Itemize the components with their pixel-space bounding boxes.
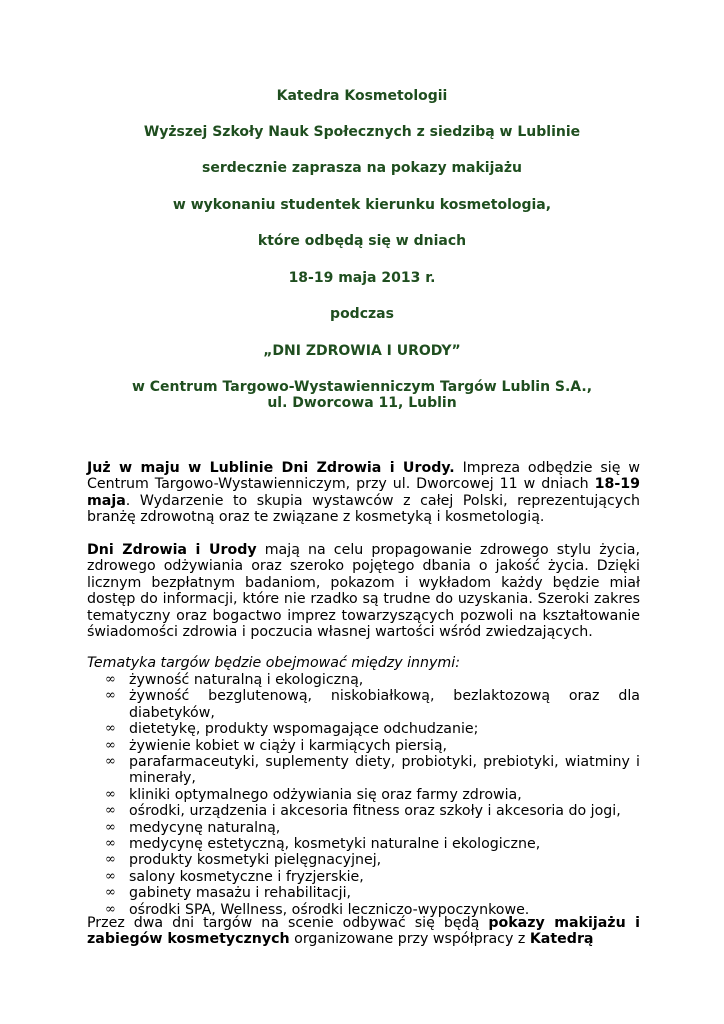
- topic-list-item: [87, 869, 640, 885]
- header-line-address: ul. Dworcowa 11, Lublin: [267, 395, 457, 411]
- infinity-bullet-icon: ∞: [105, 737, 116, 753]
- header-line-school: Wyższej Szkoły Nauk Społecznych z siedzibą w Lublinie: [143, 124, 581, 140]
- infinity-bullet-icon: ∞: [105, 819, 116, 835]
- topic-text: żywność naturalną i ekologiczną,: [129, 672, 364, 688]
- topic-text: kliniki optymalnego odżywiania się oraz farmy zdrowia,: [129, 786, 522, 803]
- topic-list-item: [87, 852, 640, 868]
- header-line-event-name: „DNI ZDROWIA I URODY”: [263, 343, 461, 359]
- infinity-bullet-icon: ∞: [105, 868, 116, 884]
- topic-list-item: [87, 820, 640, 836]
- infinity-bullet-icon: ∞: [105, 786, 116, 802]
- topics-list: [87, 672, 640, 918]
- paragraph-goals: Dni Zdrowia i Urody mają na celu propagowanie zdrowego stylu życia, zdrowego odżywiania oraz szeroko pojętego dbania o jakość życia. Dzięki licznym bezpłatnym badaniom, pokazom i wykładom każdy będzie miał dostęp do informacji, które nie rzadko są trudne do uzyskania. Szeroki zakres tematyczny oraz bogactwo imprez towarzyszących pozwoli na kształtowanie świadomości zdrowia i poczucia własnej wartości wśród zwiedzających.: [87, 542, 640, 641]
- topic-text: gabinety masażu i rehabilitacji,: [129, 885, 352, 902]
- topic-text: żywienie kobiet w ciąży i karmiących piersią,: [129, 737, 448, 754]
- topic-list-item: [87, 754, 640, 787]
- infinity-bullet-icon: ∞: [105, 688, 116, 704]
- infinity-bullet-icon: ∞: [105, 803, 116, 819]
- topic-text: żywność bezglutenową, niskobiałkową, bezlaktozową oraz dla diabetyków,: [129, 688, 640, 721]
- paragraph-intro-lead: Już w maju w Lublinie Dni Zdrowia i Urody.: [87, 460, 455, 476]
- topic-list-item: [87, 721, 640, 737]
- topic-list-item: [87, 738, 640, 754]
- infinity-bullet-icon: ∞: [105, 885, 116, 901]
- topic-text: parafarmaceutyki, suplementy diety, probiotyki, prebiotyki, wiatminy i minerały,: [129, 754, 640, 787]
- topic-text: salony kosmetyczne i fryzjerskie,: [129, 868, 364, 885]
- topic-text: ośrodki, urządzenia i akcesoria fitness oraz szkoły i akcesoria do jogi,: [129, 803, 621, 820]
- infinity-bullet-icon: ∞: [105, 901, 116, 917]
- topics-intro: Tematyka targów będzie obejmować między innymi:: [87, 655, 460, 671]
- topic-list-item: [87, 885, 640, 901]
- topic-text: dietetykę, produkty wspomagające odchudzanie;: [129, 721, 479, 738]
- header-line-department: Katedra Kosmetologii: [276, 88, 448, 104]
- topic-text: produkty kosmetyki pielęgnacyjnej,: [129, 852, 382, 869]
- header-line-venue: w Centrum Targowo-Wystawienniczym Targów Lublin S.A.,: [131, 379, 593, 395]
- infinity-bullet-icon: ∞: [105, 754, 116, 770]
- header-line-dates-intro: które odbędą się w dniach: [257, 233, 467, 249]
- paragraph-shows: Przez dwa dni targów na scenie odbywać się będą pokazy makijażu i zabiegów kosmetycznych organizowane przy współpracy z Katedrą: [87, 915, 640, 948]
- infinity-bullet-icon: ∞: [105, 836, 116, 852]
- infinity-bullet-icon: ∞: [105, 721, 116, 737]
- topic-list-item: [87, 787, 640, 803]
- topic-list-item: [87, 836, 640, 852]
- infinity-bullet-icon: ∞: [105, 852, 116, 868]
- header-line-invite: serdecznie zaprasza na pokazy makijażu: [202, 160, 522, 176]
- header-line-dates: 18-19 maja 2013 r.: [288, 270, 436, 286]
- paragraph-goals-lead: Dni Zdrowia i Urody: [87, 542, 257, 558]
- topic-list-item: [87, 672, 640, 688]
- paragraph-intro: Już w maju w Lublinie Dni Zdrowia i Urody. Impreza odbędzie się w Centrum Targowo-Wystawienniczym, przy ul. Dworcowej 11 w dniach 18-19 maja. Wydarzenie to skupia wystawców z całej Polski, reprezentujących branżę zdrowotną oraz te związane z kosmetyką i kosmetologią.: [87, 460, 640, 526]
- topic-text: medycynę naturalną,: [129, 819, 281, 836]
- topic-list-item: [87, 803, 640, 819]
- header-line-students: w wykonaniu studentek kierunku kosmetologia,: [172, 197, 552, 213]
- header-line-during: podczas: [330, 306, 394, 322]
- infinity-bullet-icon: ∞: [105, 672, 116, 687]
- topic-list-item: [87, 688, 640, 721]
- topic-text: ośrodki SPA, Wellness, ośrodki leczniczo-wypoczynkowe.: [129, 901, 530, 918]
- topic-text: medycynę estetyczną, kosmetyki naturalne i ekologiczne,: [129, 836, 541, 853]
